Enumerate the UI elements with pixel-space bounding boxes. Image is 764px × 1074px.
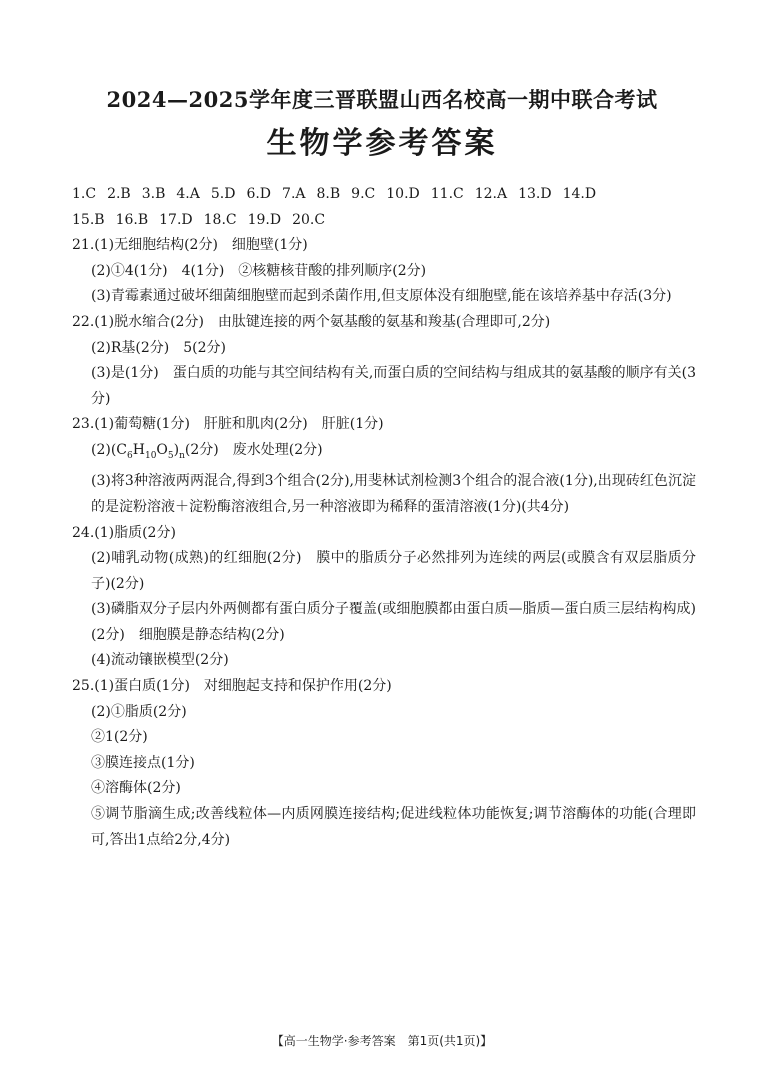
mc-answer: 14.D (562, 186, 597, 202)
q24-part4: (4)流动镶嵌模型(2分) (91, 652, 229, 669)
answer-key-subtitle: 生物学参考答案 (266, 126, 498, 161)
mc-answer: 15.B (72, 211, 105, 228)
q25-part2-2: ②1(2分) (91, 729, 148, 746)
mc-answer: 12.A (474, 186, 508, 202)
answer-content (72, 182, 696, 853)
mc-answer: 16.B (115, 211, 149, 228)
mc-answer: 17.D (159, 211, 193, 228)
mc-answer: 7.A (282, 186, 306, 202)
mc-answer: 19.D (247, 211, 282, 228)
mc-answer: 20.C (292, 211, 326, 228)
q24-part1: 24.(1)脂质(2分) (72, 524, 176, 541)
q21-part3: (3)青霉素通过破坏细菌细胞壁而起到杀菌作用,但支原体没有细胞壁,能在该培养基中存活(3分) (91, 288, 672, 305)
q25-part2-5: ⑤调节脂滴生成;改善线粒体—内质网膜连接结构;促进线粒体功能恢复;调节溶酶体的功能(合理即可,答出1点给2分,4分) (91, 806, 696, 848)
q22-part2: (2)R基(2分) 5(2分) (91, 339, 226, 356)
mc-answer: 1.C (72, 186, 97, 202)
exam-title: 2024—2025学年度三晋联盟山西名校高一期中联合考试 (106, 87, 658, 112)
q21-part2: (2)①4(1分) 4(1分) ②核糖核苷酸的排列顺序(2分) (91, 262, 427, 279)
mc-answer: 3.B (141, 186, 166, 202)
q22-part3: (3)是(1分) 蛋白质的功能与其空间结构有关,而蛋白质的空间结构与组成其的氨基酸的顺序有关(3分) (91, 365, 696, 407)
q25-part1: 25.(1)蛋白质(1分) 对细胞起支持和保护作用(2分) (72, 678, 392, 695)
mc-answer: 18.C (203, 211, 237, 228)
mc-answers-row-1 (72, 182, 696, 208)
mc-answer: 13.D (518, 186, 552, 202)
q23-part3: (3)将3种溶液两两混合,得到3个组合(2分),用斐林试剂检测3个组合的混合液(1分),出现砖红色沉淀的是淀粉溶液＋淀粉酶溶液组合,另一种溶液即为稀释的蛋清溶液(1分)(共4分) (91, 473, 696, 515)
mc-answer: 8.B (316, 186, 341, 202)
mc-answer: 11.C (430, 186, 464, 202)
mc-answer: 4.A (176, 186, 200, 202)
q23-part1: 23.(1)葡萄糖(1分) 肝脏和肌肉(2分) 肝脏(1分) (72, 416, 384, 433)
mc-answer: 9.C (351, 186, 376, 202)
q25-part2-1: (2)①脂质(2分) (91, 703, 187, 720)
mc-answer: 2.B (107, 186, 131, 202)
q24-part2: (2)哺乳动物(成熟)的红细胞(2分) 膜中的脂质分子必然排列为连续的两层(或膜含有双层脂质分子)(2分) (91, 550, 696, 592)
q24-part3: (3)磷脂双分子层内外两侧都有蛋白质分子覆盖(或细胞膜都由蛋白质—脂质—蛋白质三层结构构成)(2分) 细胞膜是静态结构(2分) (91, 601, 696, 643)
page-footer: 【高一生物学·参考答案 第1页(共1页)】 (271, 1034, 493, 1048)
q25-part2-4: ④溶酶体(2分) (91, 780, 181, 797)
mc-answers-row-2 (72, 208, 696, 234)
q22-part1: 22.(1)脱水缩合(2分) 由肽键连接的两个氨基酸的氨基和羧基(合理即可,2分) (72, 313, 551, 330)
mc-answer: 10.D (386, 186, 420, 202)
q25-part2-3: ③膜连接点(1分) (91, 754, 195, 771)
q23-part2: $(2)(C_6H_{10}O_5)_n(2$分) 废水处理(2分) (91, 441, 323, 461)
q21-part1: 21.(1)无细胞结构(2分) 细胞壁(1分) (72, 237, 308, 254)
mc-answer: 5.D (210, 186, 236, 202)
mc-answer: 6.D (246, 186, 272, 202)
